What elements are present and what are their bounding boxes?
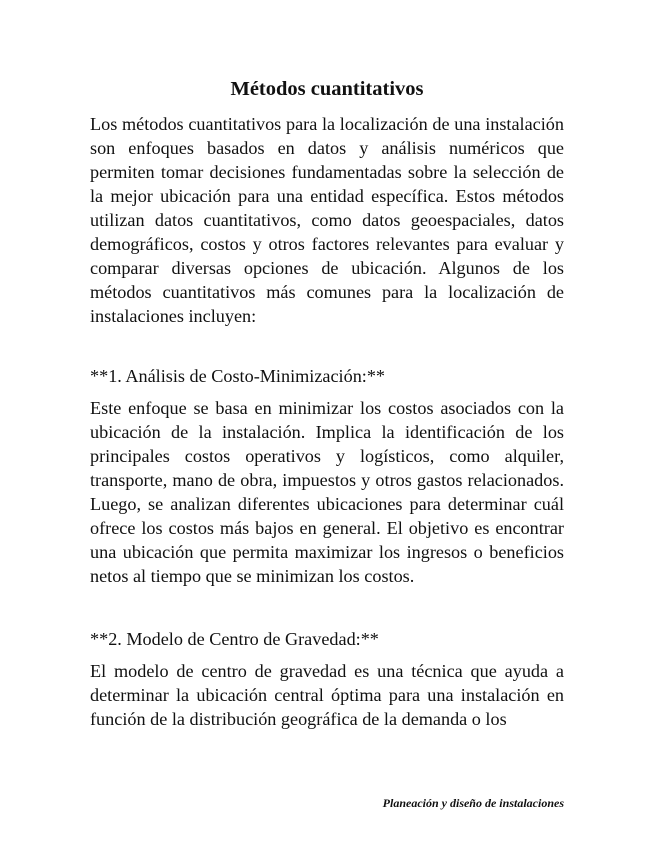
intro-paragraph: Los métodos cuantitativos para la localización de una instalación son enfoques basados en datos y análisis numéricos que permiten tomar decisiones fundamentadas sobre la selección de la mejor ubicación para una entidad específica. Estos métodos utilizan datos cuantitativos, como datos geoespaciales, datos demográficos, costos y otros factores relevantes para evaluar y comparar diversas opciones de ubicación. Algunos de los métodos cuantitativos más comunes para la localización de instalaciones incluyen: [90, 114, 564, 326]
page-content [90, 74, 564, 731]
section-heading-center-of-gravity: **2. Modelo de Centro de Gravedad:** [90, 629, 379, 649]
page-title: Métodos cuantitativos [230, 78, 424, 100]
section-body-cost-minimization: Este enfoque se basa en minimizar los costos asociados con la ubicación de la instalación. Implica la identificación de los principales costos operativos y logísticos, como alquiler, transporte, mano de obra, impuestos y otros gastos relacionados. Luego, se analizan diferentes ubicaciones para determinar cuál ofrece los costos más bajos en general. El objetivo es encontrar una ubicación que permita maximizar los ingresos o beneficios netos al tiempo que se minimizan los costos. [90, 398, 564, 586]
section-heading-cost-minimization: **1. Análisis de Costo-Minimización:** [90, 366, 386, 386]
page-footer: Planeación y diseño de instalaciones [382, 796, 564, 810]
section-body-center-of-gravity: El modelo de centro de gravedad es una técnica que ayuda a determinar la ubicación central óptima para una instalación en función de la distribución geográfica de la demanda o los [90, 661, 564, 729]
